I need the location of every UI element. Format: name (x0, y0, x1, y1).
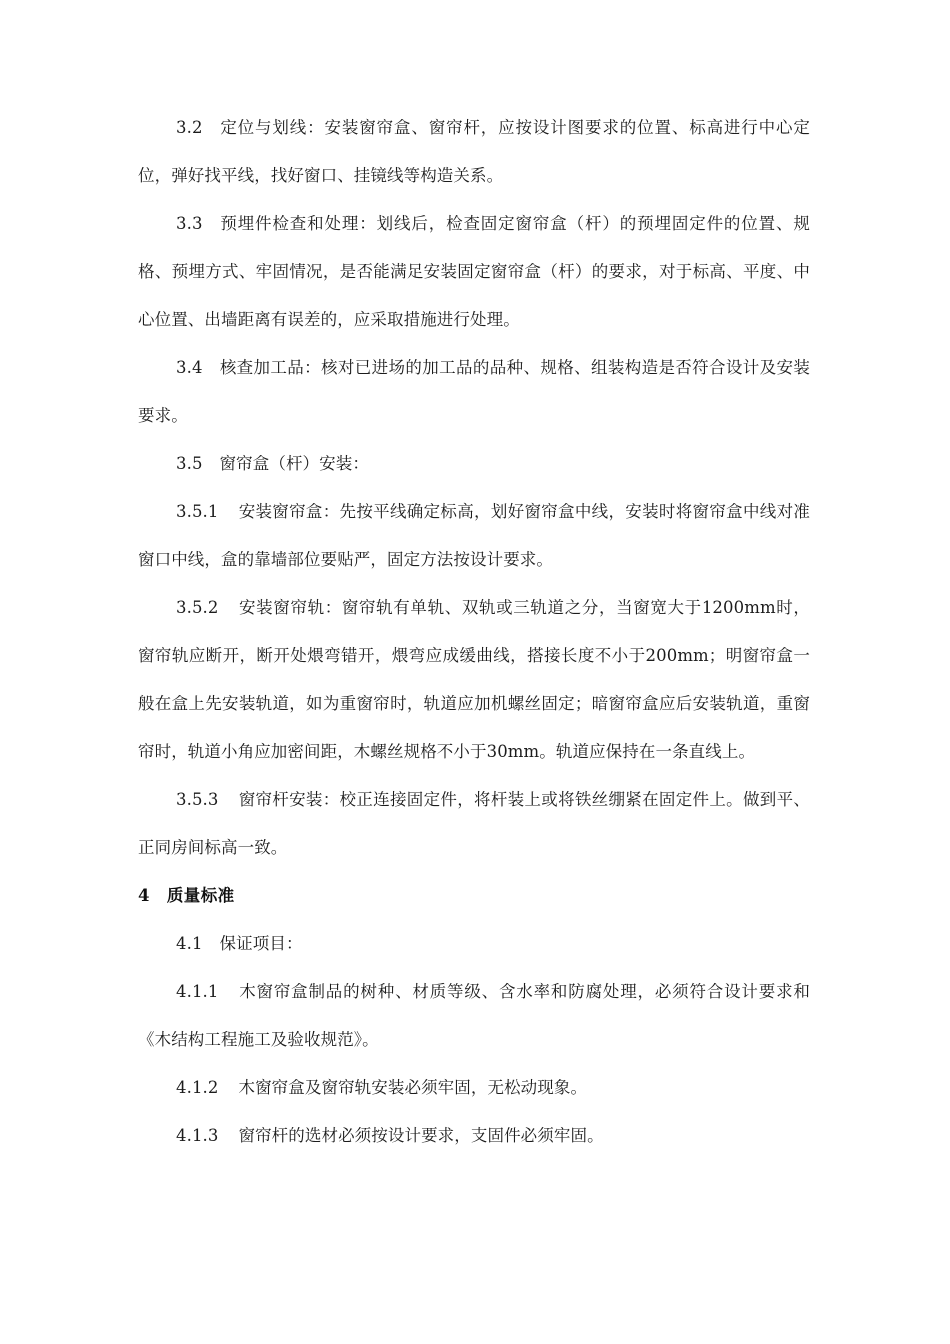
paragraph-text-3-5: 窗帘盒（杆）安装： (219, 454, 369, 473)
paragraph-4-1-1 (138, 968, 810, 1064)
paragraph-number-4-1-3: 4.1.3 (176, 1126, 219, 1145)
paragraph-number-4-1: 4.1 (176, 934, 203, 953)
paragraph-3-5-3 (138, 776, 810, 872)
paragraph-number-3-5-2: 3.5.2 (176, 598, 219, 617)
paragraph-text-3-5-1: 安装窗帘盒：先按平线确定标高，划好窗帘盒中线，安装时将窗帘盒中线对准窗口中线，盒的靠墙部位要贴严，固定方法按设计要求。 (138, 502, 810, 569)
paragraph-4-1-2 (138, 1064, 810, 1112)
paragraph-number-3-5-3: 3.5.3 (176, 790, 219, 809)
paragraph-3-4 (138, 344, 810, 440)
paragraph-4-1 (138, 920, 810, 968)
paragraph-3-5-1 (138, 488, 810, 584)
paragraph-number-3-2: 3.2 (176, 118, 203, 137)
section-title-4: 质量标准 (166, 886, 235, 905)
paragraph-text-3-3: 预埋件检查和处理：划线后，检查固定窗帘盒（杆）的预埋固定件的位置、规格、预埋方式、牢固情况，是否能满足安装固定窗帘盒（杆）的要求，对于标高、平度、中心位置、出墙距离有误差的，应采取措施进行处理。 (138, 214, 810, 329)
paragraph-text-3-4: 核查加工品：核对已进场的加工品的品种、规格、组装构造是否符合设计及安装要求。 (138, 358, 810, 425)
paragraph-number-3-5-1: 3.5.1 (176, 502, 219, 521)
paragraph-number-3-3: 3.3 (176, 214, 203, 233)
paragraph-3-2 (138, 104, 810, 200)
paragraph-text-4-1-3: 窗帘杆的选材必须按设计要求，支固件必须牢固。 (238, 1126, 604, 1145)
paragraph-4-1-3 (138, 1112, 810, 1160)
paragraph-text-4-1-2: 木窗帘盒及窗帘轨安装必须牢固，无松动现象。 (238, 1078, 588, 1097)
paragraph-text-3-2: 定位与划线：安装窗帘盒、窗帘杆，应按设计图要求的位置、标高进行中心定位，弹好找平线，找好窗口、挂镜线等构造关系。 (138, 118, 810, 185)
paragraph-text-3-5-2: 安装窗帘轨：窗帘轨有单轨、双轨或三轨道之分，当窗宽大于1200mm时，窗帘轨应断开，断开处煨弯错开，煨弯应成缓曲线，搭接长度不小于200mm；明窗帘盒一般在盒上先安装轨道，如为重窗帘时，轨道应加机螺丝固定；暗窗帘盒应后安装轨道，重窗帘时，轨道小角应加密间距，木螺丝规格不小于30mm。轨道应保持在一条直线上。 (138, 598, 810, 761)
paragraph-3-5 (138, 440, 810, 488)
document-body (138, 104, 810, 1160)
paragraph-text-4-1-1: 木窗帘盒制品的树种、材质等级、含水率和防腐处理，必须符合设计要求和《木结构工程施工及验收规范》。 (138, 982, 810, 1049)
section-number-4: 4 (138, 886, 150, 905)
paragraph-3-3 (138, 200, 810, 344)
paragraph-number-3-5: 3.5 (176, 454, 203, 473)
section-heading-4 (138, 872, 810, 920)
paragraph-number-3-4: 3.4 (176, 358, 203, 377)
paragraph-number-4-1-1: 4.1.1 (176, 982, 219, 1001)
paragraph-number-4-1-2: 4.1.2 (176, 1078, 219, 1097)
paragraph-3-5-2 (138, 584, 810, 776)
paragraph-text-4-1: 保证项目： (219, 934, 303, 953)
paragraph-text-3-5-3: 窗帘杆安装：校正连接固定件，将杆装上或将铁丝绷紧在固定件上。做到平、正同房间标高一致。 (138, 790, 810, 857)
